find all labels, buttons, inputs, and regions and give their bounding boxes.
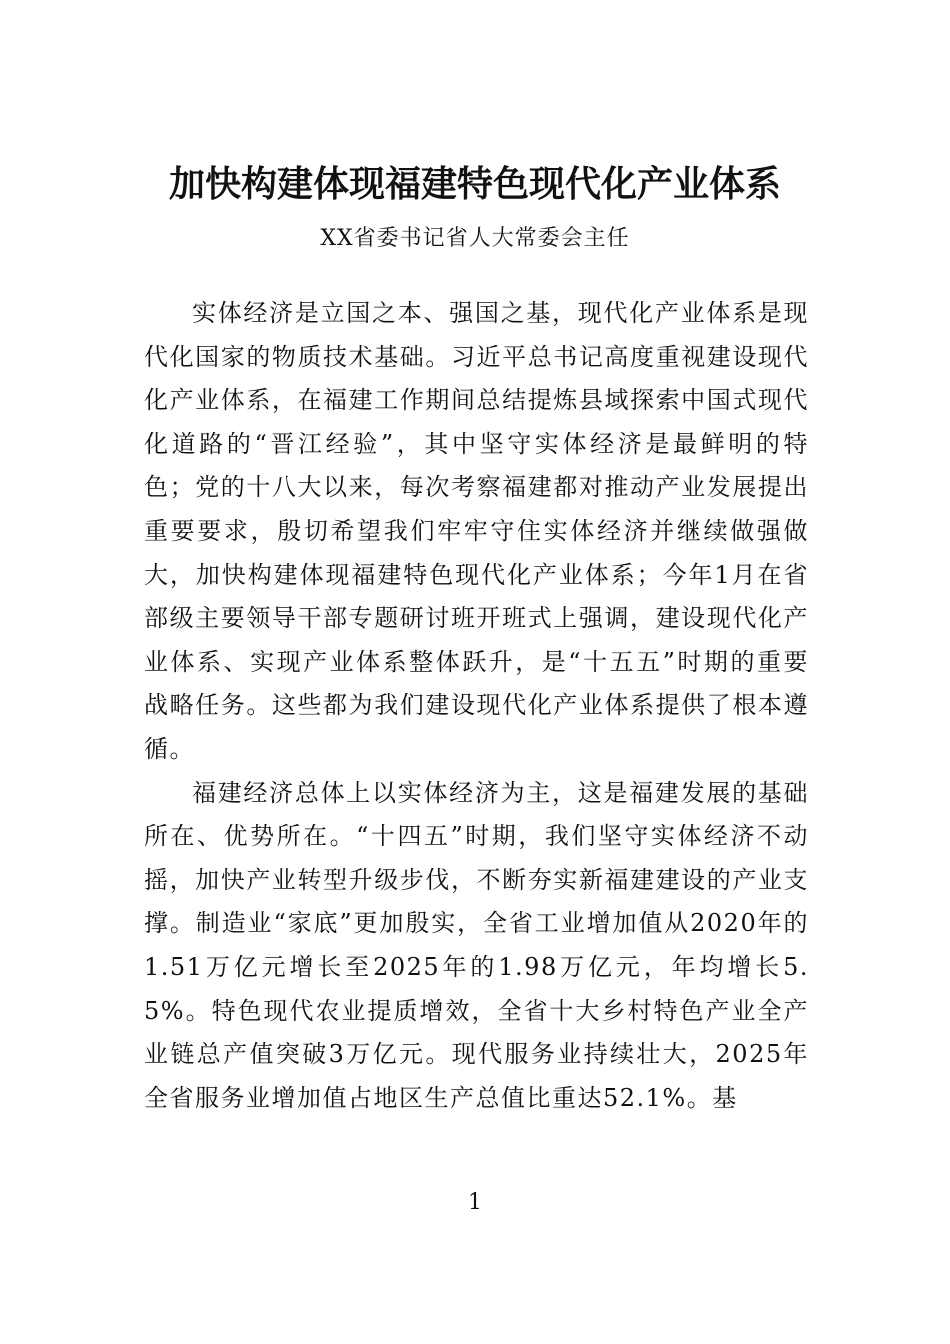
document-title: 加快构建体现福建特色现代化产业体系 <box>168 163 781 205</box>
paragraph: 实体经济是立国之本、强国之基，现代化产业体系是现代化国家的物质技术基础。习近平总书记高度重视建设现代化产业体系，在福建工作期间总结提炼县域探索中国式现代化道路的“晋江经验”，其中坚守实体经济是最鲜明的特色；党的十八大以来，每次考察福建都对推动产业发展提出重要要求，殷切希望我们牢牢守住实体经济并继续做强做大，加快构建体现福建特色现代化产业体系；今年1月在省部级主要领导干部专题研讨班开班式上强调，建设现代化产业体系、实现产业体系整体跃升，是“十五五”时期的重要战略任务。这些都为我们建设现代化产业体系提供了根本遵循。 <box>144 299 809 763</box>
paragraph: 福建经济总体上以实体经济为主，这是福建发展的基础所在、优势所在。“十四五”时期，我们坚守实体经济不动摇，加快产业转型升级步伐，不断夯实新福建建设的产业支撑。制造业“家底”更加殷实，全省工业增加值从2020年的1.51万亿元增长至2025年的1.98万亿元，年均增长5.5%。特色现代农业提质增效，全省十大乡村特色产业全产业链总产值突破3万亿元。现代服务业持续壮大，2025年全省服务业增加值占地区生产总值比重达52.1%。基 <box>144 778 809 1112</box>
document-body <box>144 292 809 1120</box>
author-line: XX省委书记省人大常委会主任 <box>320 226 630 251</box>
page-number: 1 <box>468 1190 482 1215</box>
